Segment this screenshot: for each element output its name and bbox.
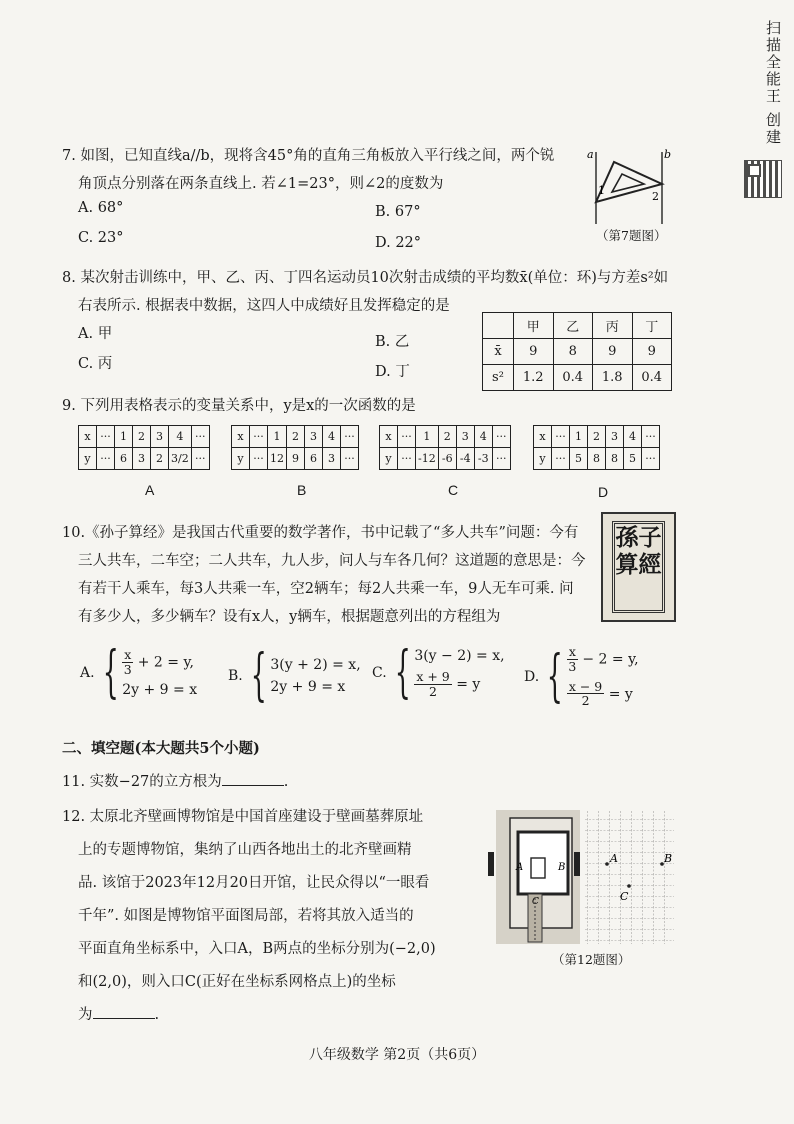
q8-option-a: A. 甲 [78,326,113,342]
q7-line1: 7. 如图，已知直线a//b，现将含45°角的直角三角板放入平行线之间，两个锐 [62,148,555,164]
q7-line2: 角顶点分别落在两条直线上. 若∠1=23°，则∠2的度数为 [78,176,444,192]
q7-option-a: A. 68° [78,200,124,216]
q8-cell: 9 [593,339,633,365]
q7-option-d: D. 22° [375,235,422,251]
q12-line5: 平面直角坐标系中，入口A，B两点的坐标分别为(−2,0) [78,941,436,957]
q9-line: 9. 下列用表格表示的变量关系中，y是x的一次函数的是 [62,398,416,414]
q8-cell: s² [483,365,514,391]
q8-option-d: D. 丁 [375,364,410,380]
page-footer: 八年级数学 第2页（共6页） [308,1047,486,1063]
q8-header-yi: 乙 [553,313,593,339]
q8-cell: 8 [553,339,593,365]
q8-line2: 右表所示. 根据表中数据，这四人中成绩好且发挥稳定的是 [78,298,450,314]
q7-label-angle1: 1 [598,184,605,197]
q10-line3: 有若干人乘车，每3人共乘一车，空2辆车；每2人共乘一车，9人无车可乘. 问 [78,581,574,597]
museum-floor-plan [488,810,580,944]
q8-option-c: C. 丙 [78,356,113,372]
q12-grid-label-b: B [664,852,673,865]
q10-option-b: B. { 3(y + 2) = x, 2y + 9 = x [228,643,361,708]
q7-figure [584,144,674,226]
q12-figure [488,808,678,948]
q8-header-jia: 甲 [514,313,554,339]
q10-option-c: C. { 3(y − 2) = x, $\frac{x + 9}{2}$ = y [372,640,505,705]
q9-label-d: D [598,484,609,500]
q8-cell: 9 [514,339,554,365]
q10-option-a: A. { $\frac{x}{3}$ + 2 = y, 2y + 9 = x [80,640,198,705]
q10-line2: 三人共车，二车空；二人共车，九人步，问人与车各几何？这道题的意思是：今 [78,553,586,569]
q8-cell: 0.4 [632,365,672,391]
section2-title: 二、填空题(本大题共5个小题) [62,740,260,757]
q12-grid-label-a: A [610,852,618,865]
q7-label-a: a [587,148,594,161]
q8-cell: 1.8 [593,365,633,391]
q8-header-blank [483,313,514,339]
q12-line1: 12. 太原北齐壁画博物馆是中国首座建设于壁画墓葬原址 [62,809,424,825]
q8-header-bing: 丙 [593,313,633,339]
q8-score-table [482,312,672,391]
q7-caption: （第7题图） [596,228,667,243]
q10-option-d: D. { $\frac{x}{3}$ − 2 = y, $\frac{x - 9}{2}$ = y [524,643,639,709]
q12-line7: 为 . [78,1007,160,1023]
qr-code [744,160,782,198]
q12-plan-label-b: B [558,862,566,873]
q12-grid [584,810,674,944]
q8-cell: 9 [632,339,672,365]
q9-table-a: x ··· 1 2 3 4 ··· y ··· 6 3 2 3/2 ··· [78,425,210,470]
book-cover-image [601,512,676,622]
q12-line6: 和(2,0)，则入口C(正好在坐标系网格点上)的坐标 [78,974,396,990]
q9-table-d: x ··· 1 2 3 4 ··· y ··· 5 8 8 5 ··· [533,425,660,470]
q7-label-angle2: 2 [652,190,659,203]
q8-cell: 1.2 [514,365,554,391]
q12-plan-label-c: C [532,897,539,907]
q10-line1: 10.《孙子算经》是我国古代重要的数学著作，书中记载了“多人共车”问题：今有 [62,525,579,541]
q8-cell: 0.4 [553,365,593,391]
book-title-top: 孫子 [615,524,662,551]
q9-table-c: x ··· 1 2 3 4 ··· y ··· -12 -6 -4 -3 ··· [379,425,511,470]
q11-answer-blank[interactable] [222,785,284,786]
q9-label-a: A [145,482,155,498]
q8-option-b: B. 乙 [375,334,410,350]
book-title-bottom: 算經 [615,551,662,578]
q12-line4: 千年”. 如图是博物馆平面图局部，若将其放入适当的 [78,908,414,924]
q12-caption: （第12题图） [552,952,631,967]
scanner-watermark: 扫描全能王 创建 [764,20,782,146]
q9-label-b: B [297,482,307,498]
q12-plan-label-a: A [516,862,524,873]
q8-header-ding: 丁 [632,313,672,339]
q12-grid-label-c: C [620,890,629,903]
q9-table-b: x ··· 1 2 3 4 ··· y ··· 12 9 6 3 ··· [231,425,359,470]
q10-line4: 有多少人，多少辆车？设有x人，y辆车，根据题意列出的方程组为 [78,609,501,625]
q7-label-b: b [664,148,672,161]
q7-option-b: B. 67° [375,204,421,220]
q7-option-c: C. 23° [78,230,124,246]
q12-line3: 品. 该馆于2023年12月20日开馆，让民众得以“一眼看 [78,875,430,891]
q8-line1: 8. 某次射击训练中，甲、乙、丙、丁四名运动员10次射击成绩的平均数x̄(单位：环)与方差s²如 [62,270,669,286]
q11-text: 11. 实数−27的立方根为 . [62,774,289,790]
q12-line2: 上的专题博物馆，集纳了山西各地出土的北齐壁画精 [78,842,412,858]
q9-label-c: C [448,482,459,498]
q8-cell: x̄ [483,339,514,365]
q12-answer-blank[interactable] [93,1018,155,1019]
